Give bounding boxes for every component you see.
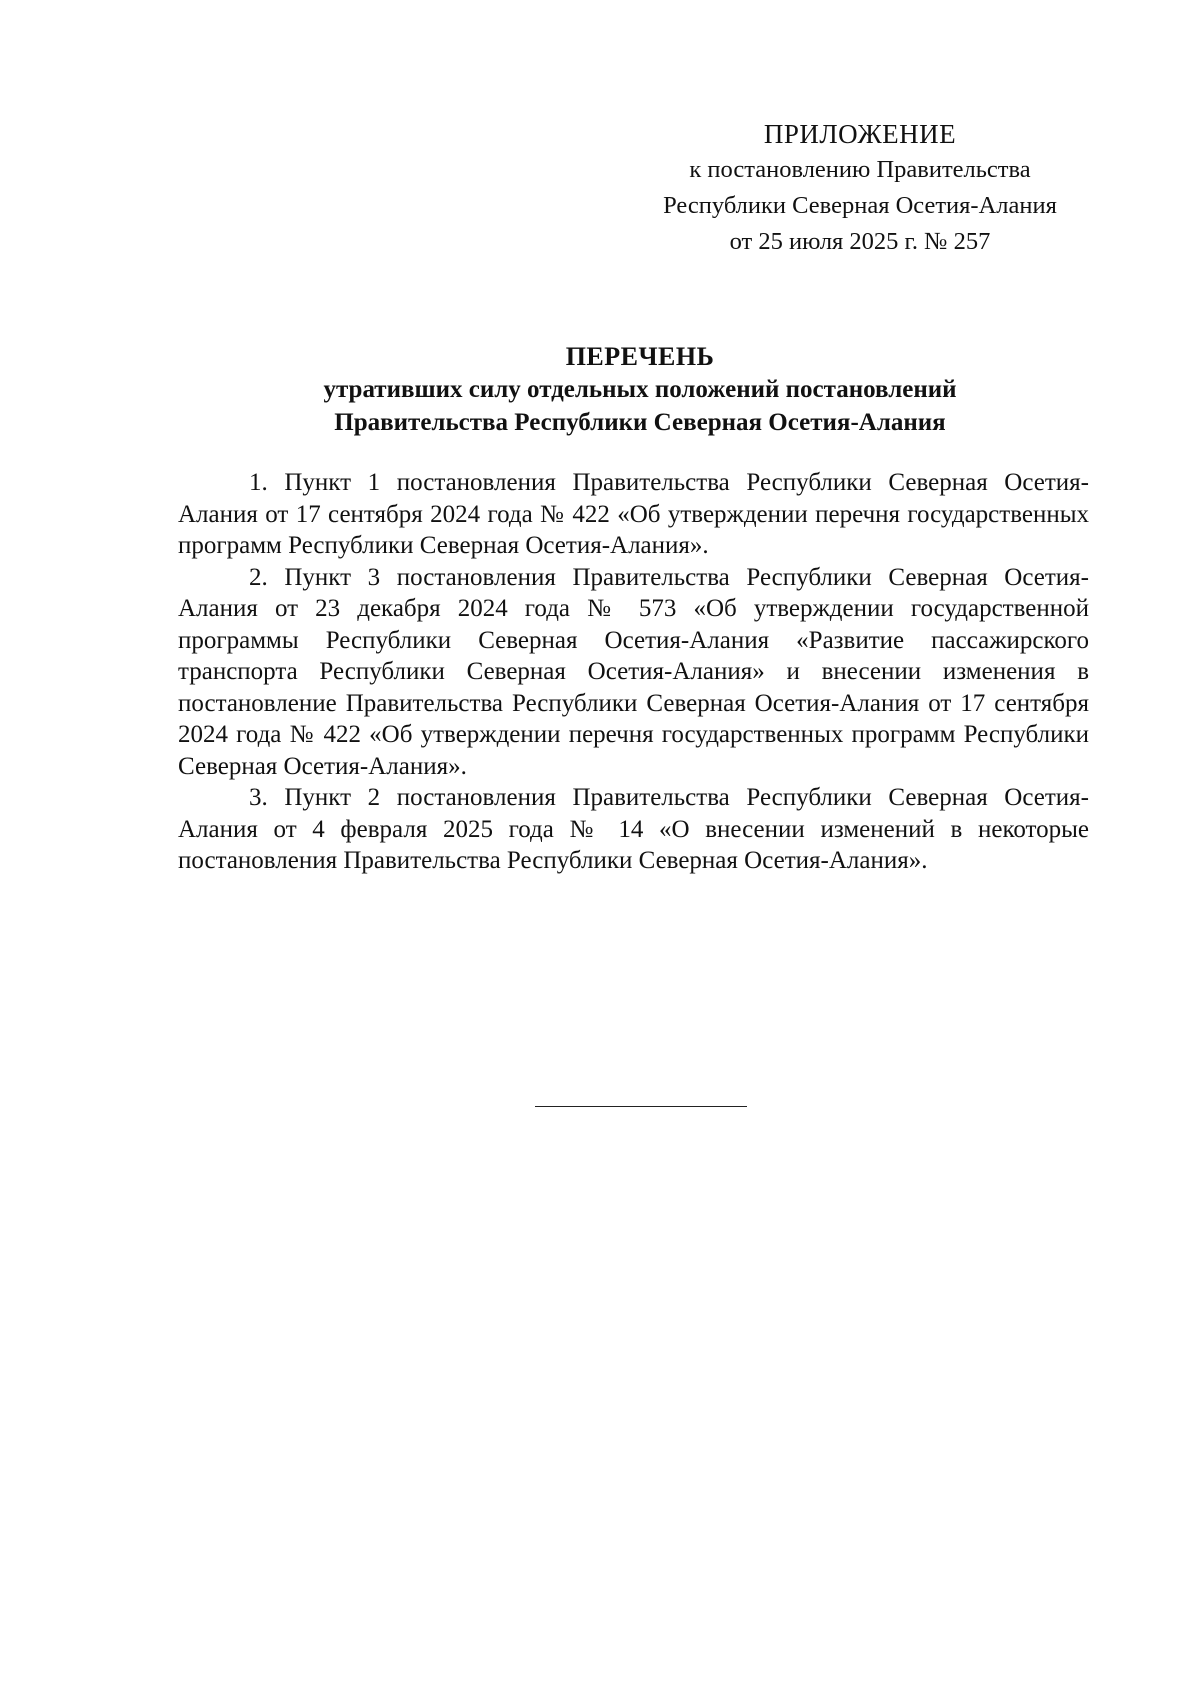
list-item-2: 2. Пункт 3 постановления Правительства Республики Северная Осетия-Алания от 23 декабря 2024 года № 573 «Об утверждении государственной программы Республики Северная Осетия-Алания «Развитие пассажирского транспорта Республики Северная Осетия-Алания» и внесении изменения в постановление Правительства Республики Северная Осетия-Алания от 17 сентября 2024 года № 422 «Об утверждении перечня государственных программ Республики Северная Осетия-Алания». xyxy=(178,563,1089,780)
closing-rule xyxy=(535,1106,747,1107)
list-item-1: 1. Пункт 1 постановления Правительства Республики Северная Осетия-Алания от 17 сентября 2024 года № 422 «Об утверждении перечня государственных программ Республики Северная Осетия-Алания». xyxy=(178,469,1089,559)
annex-line-2: Республики Северная Осетия-Алания xyxy=(663,192,1057,219)
annex-block xyxy=(630,116,1090,260)
heading-subtitle-2: Правительства Республики Северная Осетия-Алания xyxy=(334,409,946,436)
list-item-3: 3. Пункт 2 постановления Правительства Республики Северная Осетия-Алания от 4 февраля 2025 года № 14 «О внесении изменений в некоторые постановления Правительства Республики Северная Осетия-Алания». xyxy=(178,784,1089,874)
annex-line-1: к постановлению Правительства xyxy=(689,156,1031,183)
document-body xyxy=(178,467,1089,877)
annex-line-3: от 25 июля 2025 г. № 257 xyxy=(729,228,991,255)
heading-title: ПЕРЕЧЕНЬ xyxy=(565,342,715,371)
heading-subtitle-1: утративших силу отдельных положений постановлений xyxy=(323,376,957,403)
document-heading xyxy=(160,340,1120,439)
annex-title: ПРИЛОЖЕНИЕ xyxy=(763,119,957,149)
